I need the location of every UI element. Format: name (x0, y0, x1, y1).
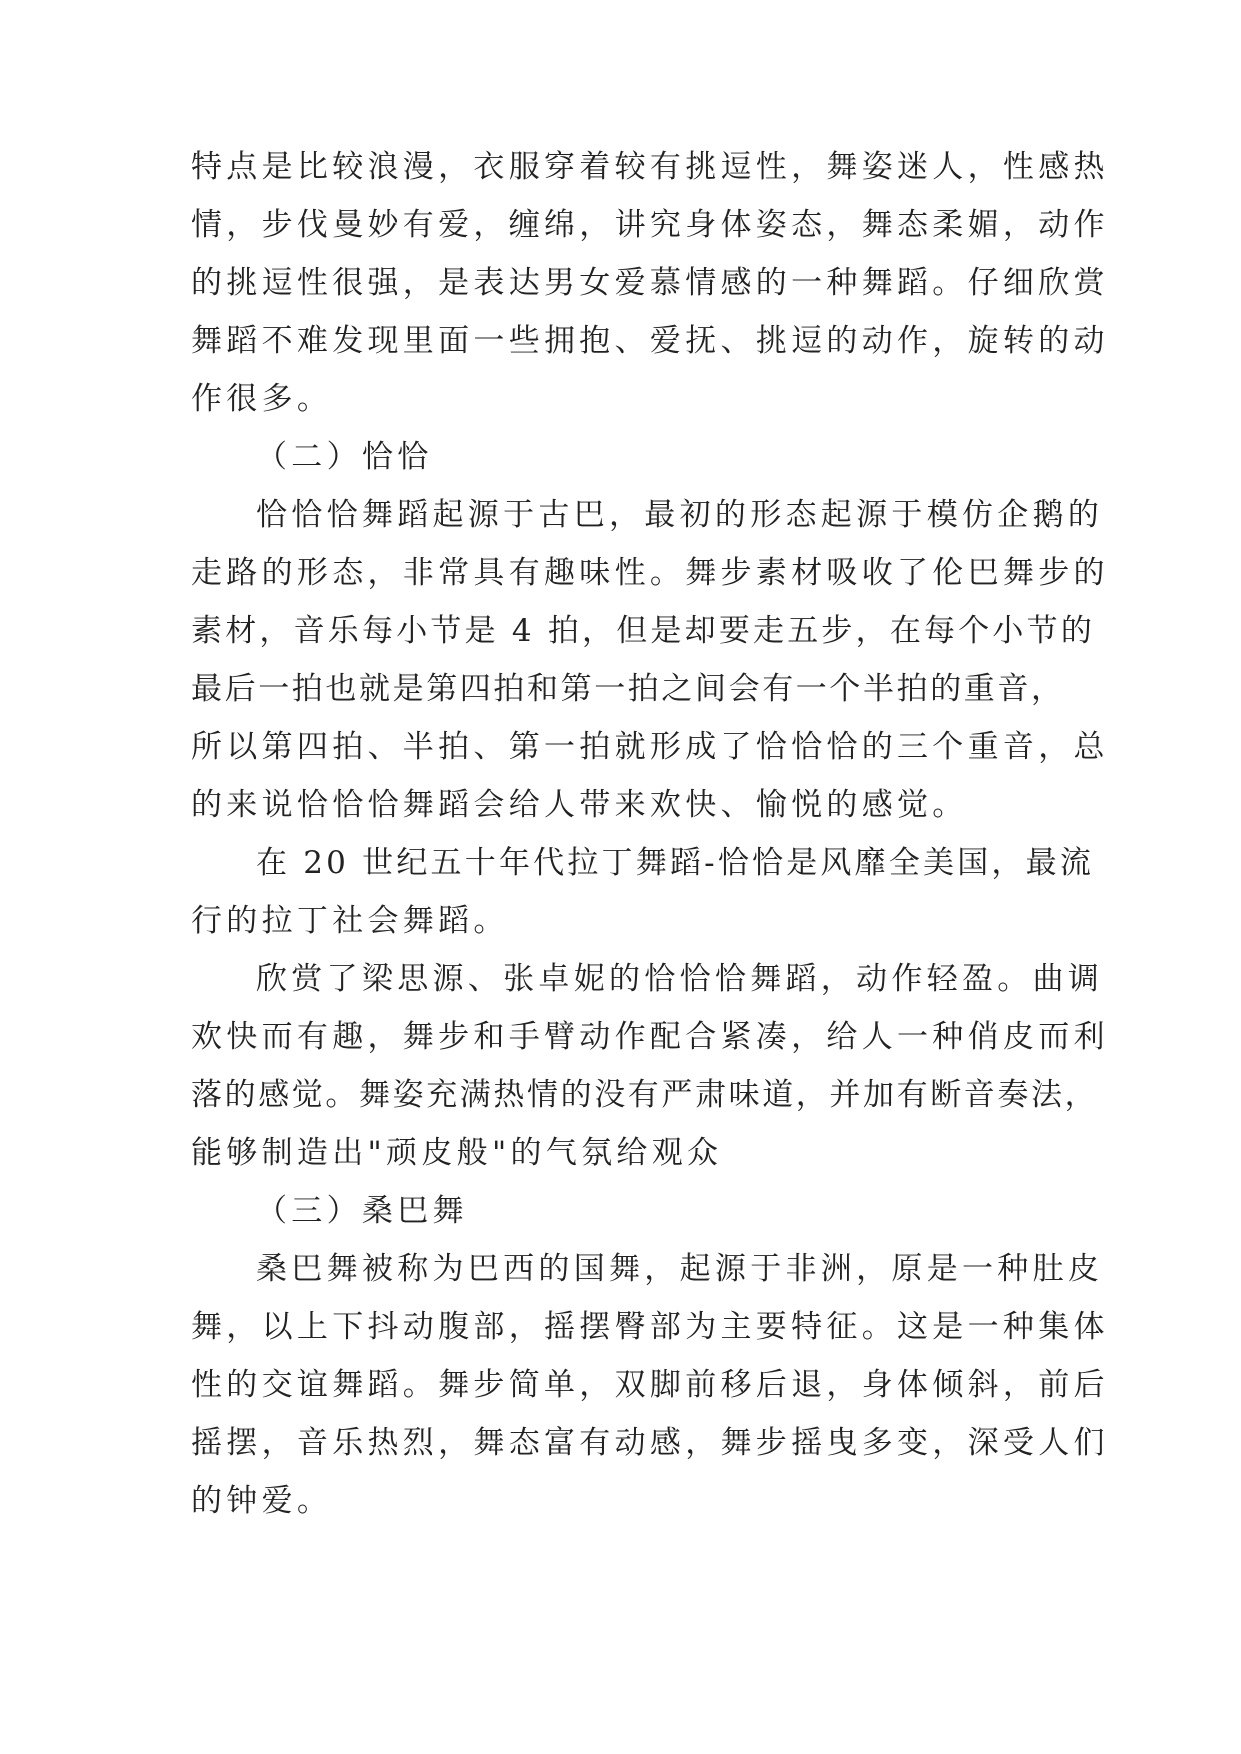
paragraph-line: 性的交谊舞蹈。舞步简单，双脚前移后退，身体倾斜，前后 (191, 1367, 1109, 1403)
paragraph-line: 特点是比较浪漫，衣服穿着较有挑逗性，舞姿迷人，性感热 (191, 149, 1109, 185)
paragraph-line: 最后一拍也就是第四拍和第一拍之间会有一个半拍的重音， (191, 671, 1065, 707)
paragraph-line: 在 20 世纪五十年代拉丁舞蹈-恰恰是风靡全美国，最流 (256, 845, 1095, 881)
paragraph-line: 舞，以上下抖动腹部，摇摆臀部为主要特征。这是一种集体 (191, 1309, 1109, 1345)
paragraph-line: 的挑逗性很强，是表达男女爱慕情感的一种舞蹈。仔细欣赏 (191, 265, 1109, 301)
paragraph-line: 情，步伐曼妙有爱，缠绵，讲究身体姿态，舞态柔媚，动作 (191, 207, 1109, 243)
paragraph-line: 所以第四拍、半拍、第一拍就形成了恰恰恰的三个重音，总 (191, 729, 1109, 765)
paragraph-line: 舞蹈不难发现里面一些拥抱、爱抚、挑逗的动作，旋转的动 (191, 323, 1109, 359)
paragraph-line: 的来说恰恰恰舞蹈会给人带来欢快、愉悦的感觉。 (191, 787, 968, 823)
paragraph-line: 恰恰恰舞蹈起源于古巴，最初的形态起源于模仿企鹅的 (256, 497, 1104, 533)
paragraph-line: 能够制造出"顽皮般"的气氛给观众 (191, 1135, 723, 1171)
paragraph-line: 素材，音乐每小节是 4 拍，但是却要走五步，在每个小节的 (191, 613, 1096, 649)
paragraph-line: 落的感觉。舞姿充满热情的没有严肃味道，并加有断音奏法， (191, 1077, 1099, 1113)
paragraph-line: 走路的形态，非常具有趣味性。舞步素材吸收了伦巴舞步的 (191, 555, 1109, 591)
paragraph-line: 作很多。 (191, 381, 333, 417)
paragraph-line: 行的拉丁社会舞蹈。 (191, 903, 509, 939)
paragraph-line: 欣赏了梁思源、张卓妮的恰恰恰舞蹈，动作轻盈。曲调 (256, 961, 1104, 997)
paragraph-line: 桑巴舞被称为巴西的国舞，起源于非洲，原是一种肚皮 (256, 1251, 1104, 1287)
section-heading: （三）桑巴舞 (256, 1193, 468, 1229)
section-heading: （二）恰恰 (256, 439, 433, 475)
paragraph-line: 的钟爱。 (191, 1483, 333, 1519)
paragraph-line: 欢快而有趣，舞步和手臂动作配合紧凑，给人一种俏皮而利 (191, 1019, 1109, 1055)
paragraph-line: 摇摆，音乐热烈，舞态富有动感，舞步摇曳多变，深受人们 (191, 1425, 1109, 1461)
